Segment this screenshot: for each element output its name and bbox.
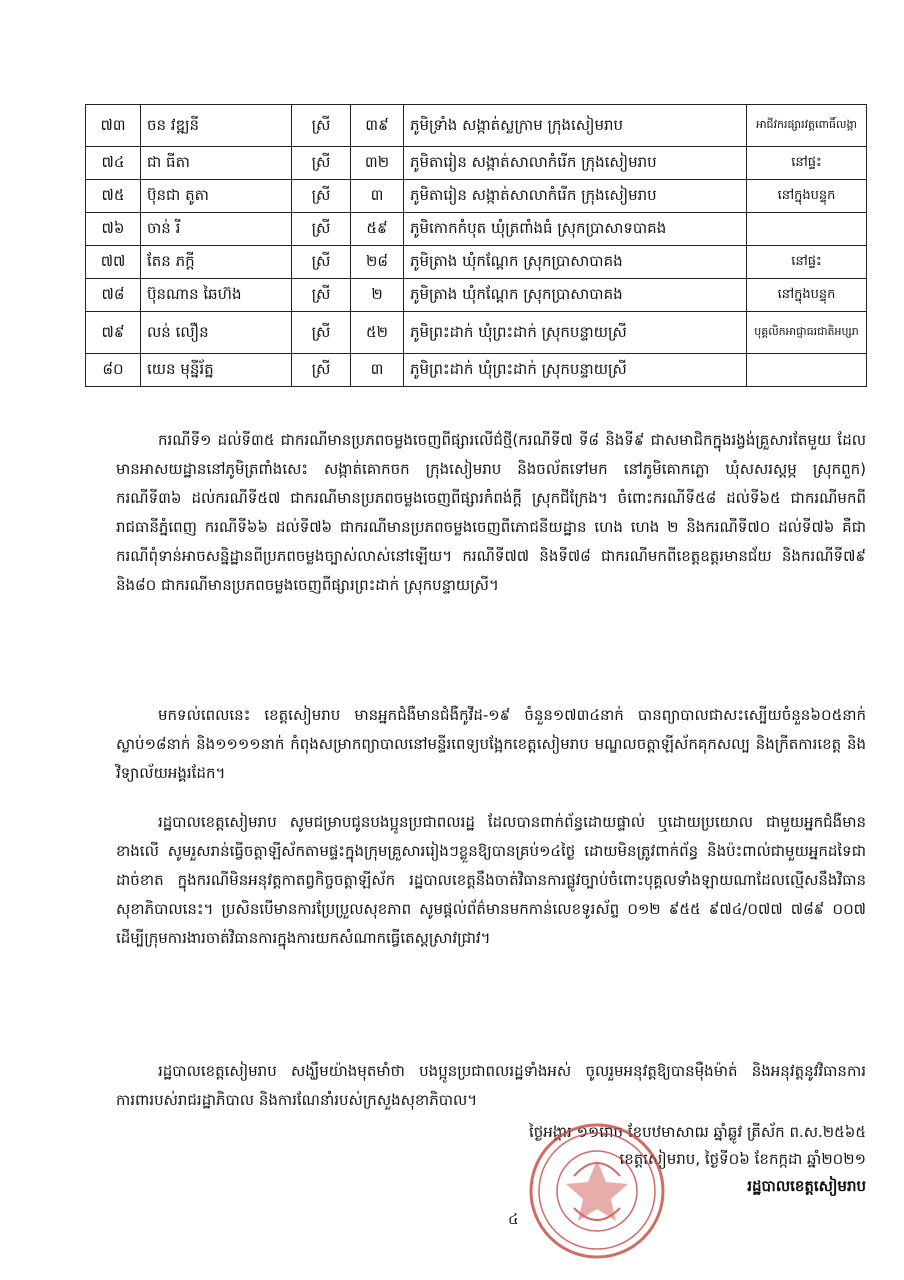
sex-cell: ស្រី [292,246,351,279]
sex-cell: ស្រី [292,180,351,213]
address-cell: ភូមិព្រះដាក់ ឃុំព្រះដាក់ ស្រុកបន្ទាយស្រី [404,312,747,354]
table-row [86,213,867,246]
table-row [86,180,867,213]
sex-cell: ស្រី [292,354,351,387]
age-cell: ៥៩ [351,213,404,246]
case-number-cell: ៧៦ [86,213,141,246]
patient-name-cell: លន់ លឿន [141,312,292,354]
age-cell: ២ [351,279,404,312]
page-number: ៤ [508,1210,519,1228]
sex-cell: ស្រី [292,213,351,246]
table-row [86,246,867,279]
occupation-cell: បុគ្គលិកអាជ្ញាធរជាតិអប្សរា [747,312,867,354]
occupation-cell [747,354,867,387]
solar-date-line: ខេត្តសៀមរាប, ថ្ងៃទី០៦ ខែកក្កដា ឆ្នាំ២០២១ [619,1150,866,1168]
address-cell: ភូមិកោកកំបុត ឃុំត្រពាំងធំ ស្រុកប្រាសាទបាគង [404,213,747,246]
age-cell: ៣ [351,354,404,387]
address-cell: ភូមិទ្រាំង សង្កាត់ស្លក្រាម ក្រុងសៀមរាប [404,105,747,147]
signatory-line: រដ្ឋបាលខេត្តសៀមរាប [747,1177,866,1195]
case-number-cell: ៧៨ [86,279,141,312]
occupation-cell: នៅផ្ទះ [747,147,867,180]
table-row [86,105,867,147]
table-row [86,312,867,354]
case-number-cell: ៧៣ [86,105,141,147]
sex-cell: ស្រី [292,105,351,147]
age-cell: ៣៩ [351,105,404,147]
case-number-cell: ៧៩ [86,312,141,354]
occupation-cell: អាជីវករផ្សារវត្តពោធិ៍លង្កា [747,105,867,147]
address-cell: ភូមិតារៀន សង្កាត់សាលាកំរើក ក្រុងសៀមរាប [404,180,747,213]
occupation-cell: នៅក្នុងបន្ទុក [747,180,867,213]
sex-cell: ស្រី [292,147,351,180]
cases-table [85,104,867,387]
address-cell: ភូមិត្រាង ឃុំកណ្តែក ស្រុកប្រាសាបាគង [404,279,747,312]
age-cell: ២៨ [351,246,404,279]
patient-name-cell: យេន មុន្នីរ័ត្ន [141,354,292,387]
paragraph-case-totals: មកទល់ពេលនេះ ខេត្តសៀមរាប មានអ្នកជំងឺមានជំងឺកូវីដ-១៩ ចំនួន១៧៣៤នាក់ បានព្យាបាលជាសះស្បើយចំនួន៦០៥នាក់ ស្លាប់១៨នាក់ និង១១១១នាក់ កំពុងសម្រាកព្យាបាលនៅមន្ទីរពេទ្យបង្អែកខេត្តសៀមរាប មណ្ឌលចត្តាឡីស័កគុកសល្ប និងក្រីតការខេត្ត និងវិទ្យាល័យអង្គរដែក។ [116,706,866,782]
sex-cell: ស្រី [292,279,351,312]
case-number-cell: ៧៥ [86,180,141,213]
occupation-cell: នៅក្នុងបន្ទុក [747,279,867,312]
address-cell: ភូមិតារៀន សង្កាត់សាលាកំរើក ក្រុងសៀមរាប [404,147,747,180]
table-row [86,354,867,387]
patient-name-cell: ប៊ុនណាន ឆៃហ៊ង [141,279,292,312]
age-cell: ៥២ [351,312,404,354]
address-cell: ភូមិព្រះដាក់ ឃុំព្រះដាក់ ស្រុកបន្ទាយស្រី [404,354,747,387]
lunar-date-line: ថ្ងៃអង្គារ ១១រោច ខែបឋមាសាឍ ឆ្នាំឆ្លូវ ត្រីស័ក ព.ស.២៥៦៥ [528,1123,866,1141]
paragraph-closing: រដ្ឋបាលខេត្តសៀមរាប សង្ឃឹមយ៉ាងមុតមាំថា បងប្អូនប្រជាពលរដ្ឋទាំងអស់ ចូលរួមអនុវត្តឱ្យបានម៉ឺងម៉ាត់ និងអនុវត្តនូវវិធានការការពារបស់រាជរដ្ឋាភិបាល និងការណែនាំរបស់ក្រសួងសុខាភិបាល។ [116,1062,866,1109]
cases-table-body [86,105,867,387]
patient-name-cell: ជា ធីតា [141,147,292,180]
patient-name-cell: ចាន់ រី [141,213,292,246]
patient-name-cell: ប៊ុនជា តូតា [141,180,292,213]
case-number-cell: ៨០ [86,354,141,387]
patient-name-cell: ចន វឌ្ឍនី [141,105,292,147]
patient-name-cell: តែន ភក្តី [141,246,292,279]
age-cell: ៣ [351,180,404,213]
occupation-cell: នៅផ្ទះ [747,246,867,279]
age-cell: ៣២ [351,147,404,180]
case-number-cell: ៧៤ [86,147,141,180]
case-number-cell: ៧៧ [86,246,141,279]
paragraph-quarantine-notice: រដ្ឋបាលខេត្តសៀមរាប សូមជម្រាបជូនបងប្អូនប្រជាពលរដ្ឋ ដែលបានពាក់ព័ន្ធដោយផ្ទាល់ ឬដោយប្រយោល ជាមួយអ្នកជំងឺមានខាងលើ សូមរួសរាន់ធ្វើចត្តាឡីស័កតាមផ្ទះក្នុងក្រុមគ្រួសាររៀងៗខ្លួនឱ្យបានគ្រប់១៤ថ្ងៃ ដោយមិនត្រូវពាក់ព័ន្ធ និងប៉ះពាល់ជាមួយអ្នកដទៃជាដាច់ខាត ក្នុងករណីមិនអនុវត្តកាតព្វកិច្ចចត្តាឡីស័ក រដ្ឋបាលខេត្តនឹងចាត់វិធានការផ្លូវច្បាប់ចំពោះបុគ្គលទាំងឡាយណាដែលល្មើសនឹងវិធានសុខាភិបាលនេះ។ ប្រសិនបើមានការប្រែប្រួលសុខភាព សូមផ្តល់ព័ត៌មានមកកាន់លេខទូរស័ព្ទ ០១២ ៩៥៥ ៩៧៤/០៧៧ ៧៨៩ ០០៧ ដើម្បីក្រុមការងារចាត់វិធានការក្នុងការយកសំណាកធ្វើតេស្តស្រាវជ្រាវ។ [116,813,866,947]
paragraph-case-sources: ករណីទី១ ដល់ទី៣៥ ជាករណីមានប្រភពចម្លងចេញពីផ្សារលើជ៌ថ្មី(ករណីទី៧ ទី៨ និងទី៩ ជាសមាជិកក្នុងរង្វង់គ្រួសារតែមួយ ដែលមានអាសយដ្ឋាននៅភូមិត្រពាំងសេះ សង្កាត់គោកចក ក្រុងសៀមរាប និងចល័តទៅមក នៅភូមិគោកភ្លោ ឃុំសសរស្តម្ភ ស្រុកពួក) ករណីទី៣៦ ដល់ករណីទី៥៧ ជាករណីមានប្រភពចម្លងចេញពីផ្សារកំពង់ក្តី ស្រុកជីក្រែង។ ចំពោះករណីទី៥៨ ដល់ទី៦៥ ជាករណីមកពីរាជធានីភ្នំពេញ ករណីទី៦៦ ដល់ទី៧៦ ជាករណីមានប្រភពចម្លងចេញពីភោជនីយដ្ឋាន ហេង ហេង ២ និងករណីទី៧០ ដល់ទី៧៦ គឺជាករណីពុំទាន់អាចសន្និដ្ឋានពីប្រភពចម្លងច្បាស់លាស់នៅឡើយ។ ករណីទី៧៧ និងទី៧៨ ជាករណីមកពីខេត្តឧត្តរមានជ័យ និងករណីទី៧៩ និង៨០ ជាករណីមានប្រភពចម្លងចេញពីផ្សារព្រះដាក់ ស្រុកបន្ទាយស្រី។ [116,431,866,594]
table-row [86,147,867,180]
sex-cell: ស្រី [292,312,351,354]
official-seal-icon [526,1120,668,1262]
address-cell: ភូមិត្រាង ឃុំកណ្តែក ស្រុកប្រាសាបាគង [404,246,747,279]
occupation-cell [747,213,867,246]
table-row [86,279,867,312]
